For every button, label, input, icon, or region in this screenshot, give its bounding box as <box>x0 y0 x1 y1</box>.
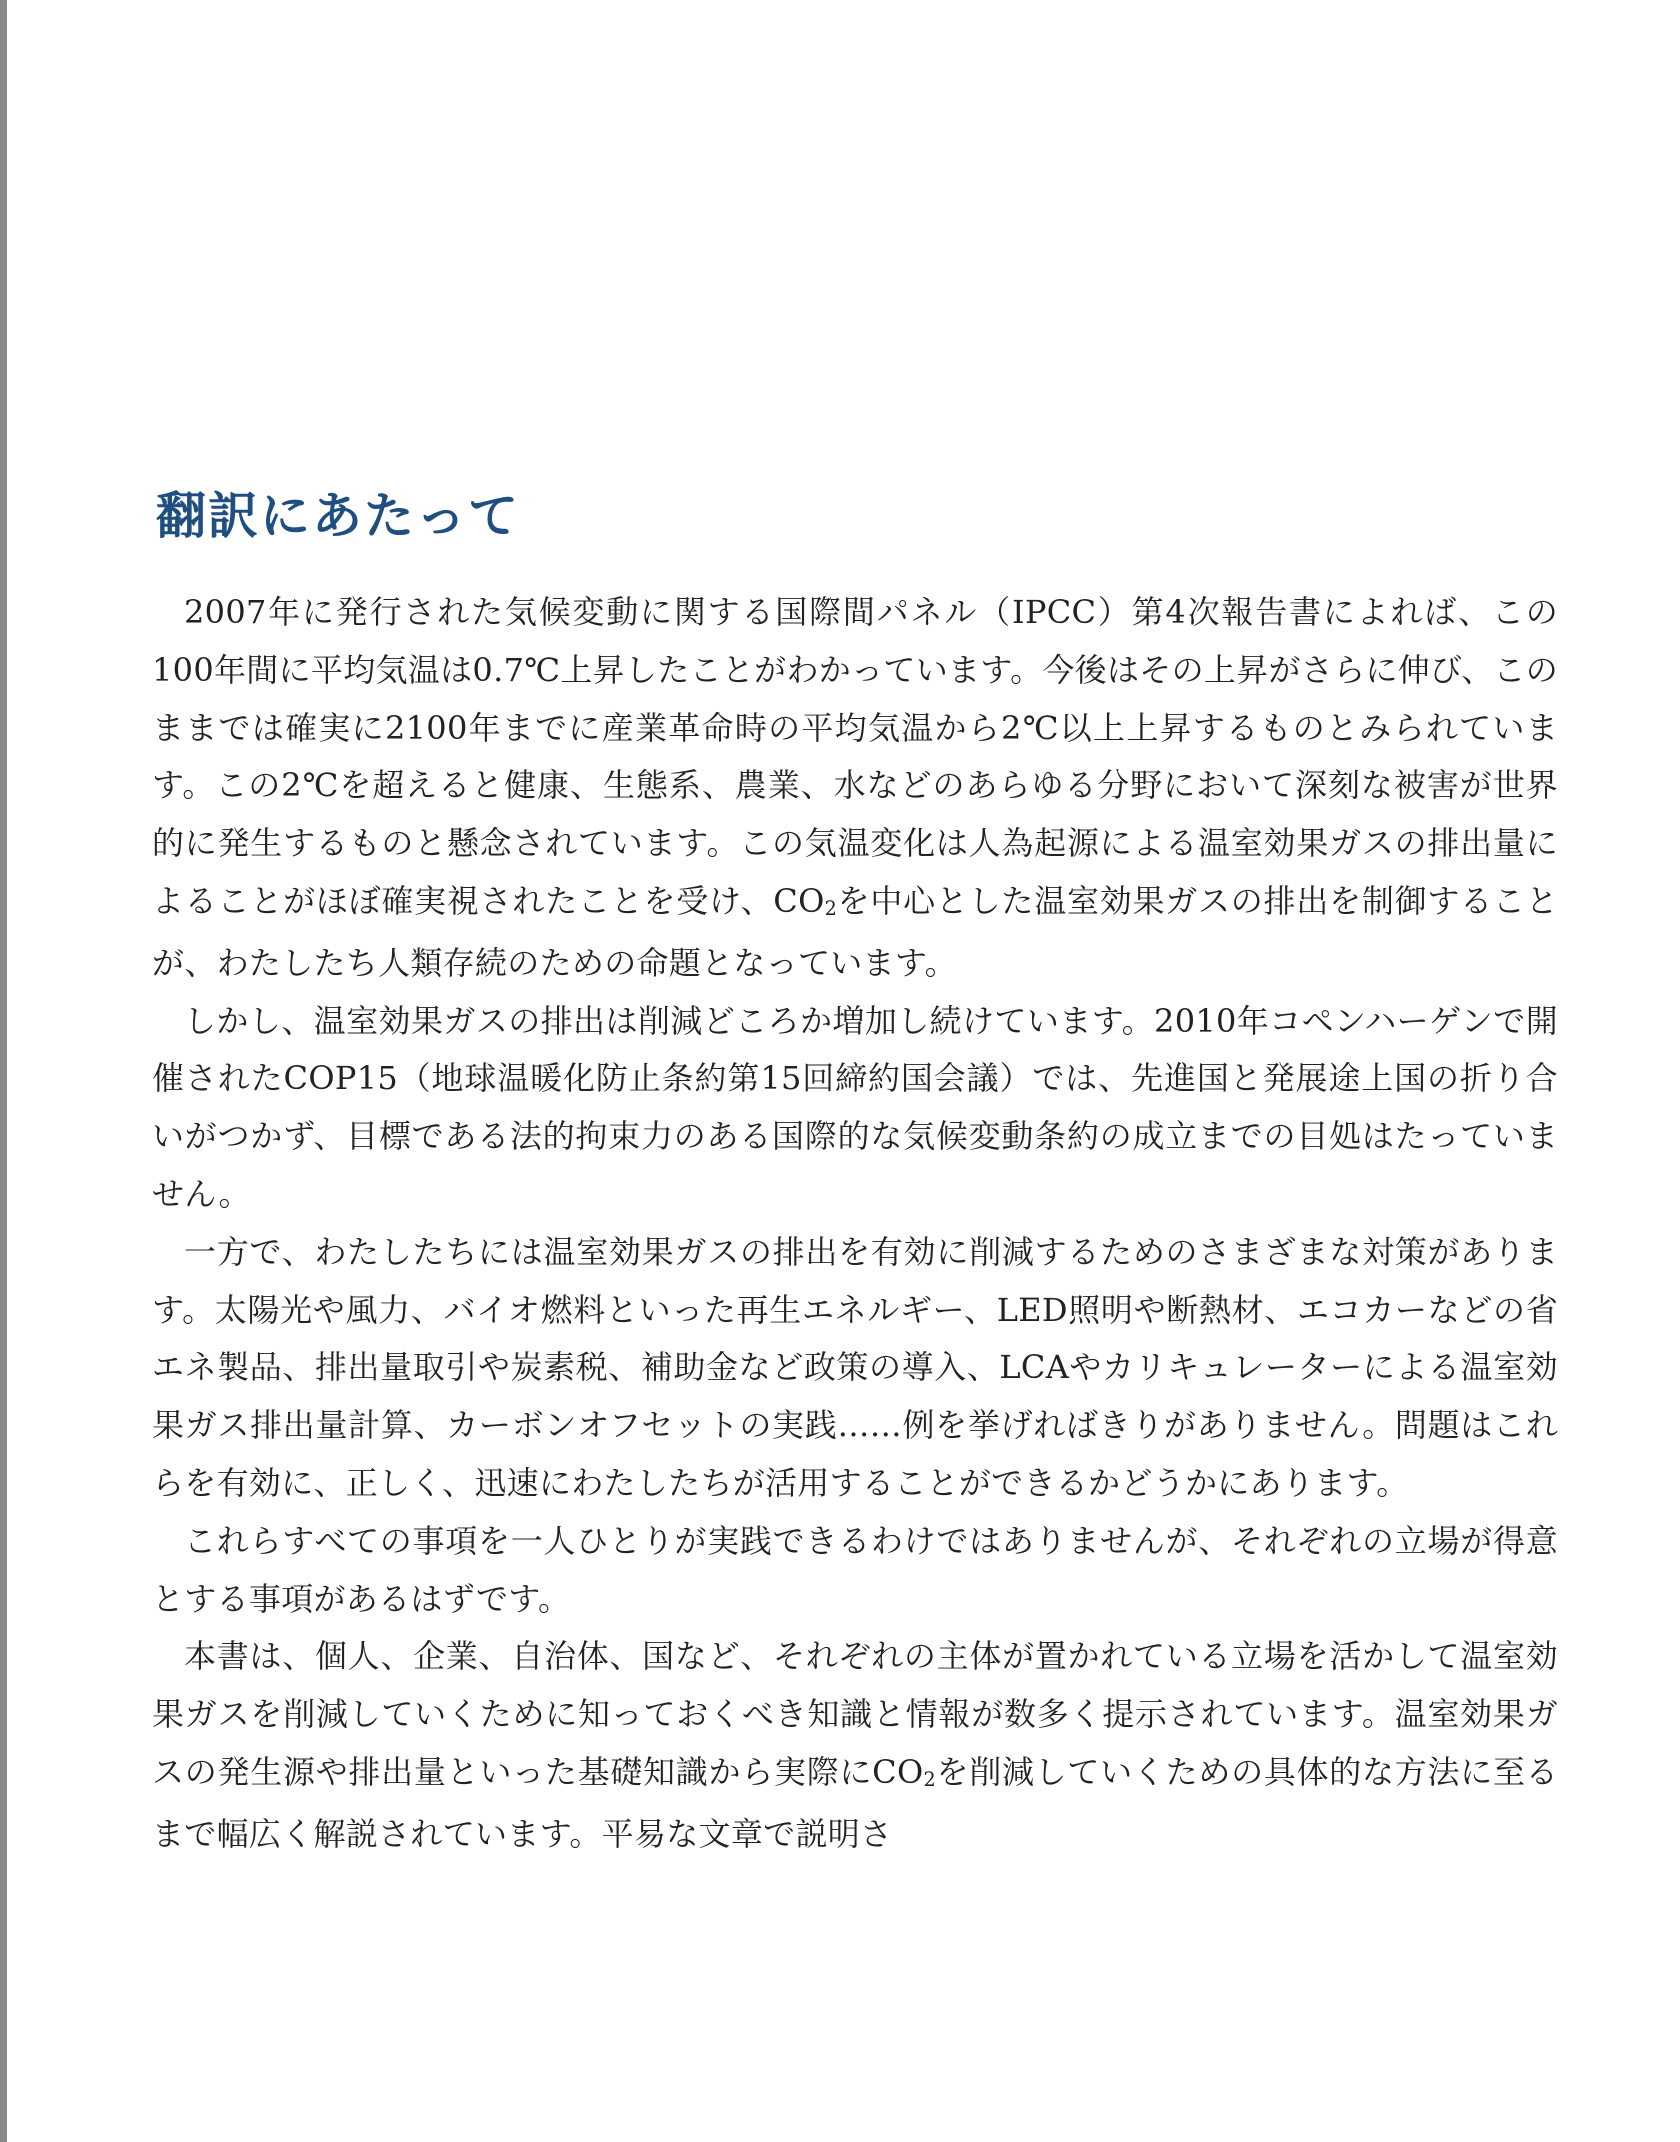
paragraph-4: これらすべての事項を一人ひとりが実践できるわけではありませんが、それぞれの立場が得意とする事項があるはずです。 <box>152 1521 1558 1618</box>
paragraph-5-text-a: 本書は、個人、企業、自治体、国など、それぞれの主体が置かれている立場を活かして温室効果ガスを削減していくために知っておくべき知識と情報が数多く提示されています。温室効果ガスの発生源や排出量といった基礎知識から実際にCO <box>152 1637 1558 1791</box>
paragraph-1-text-b: を中心とした温室効果ガスの排出を制御することが、わたしたち人類存続のための命題となっています。 <box>152 881 1558 982</box>
paragraph-5-text-b: を削減していくための具体的な方法に至るまで幅広く解説されています。平易な文章で説明さ <box>152 1752 1559 1853</box>
body-text <box>152 584 1558 1864</box>
paragraph-2: しかし、温室効果ガスの排出は削減どころか増加し続けています。2010年コペンハーゲンで開催されたCOP15（地球温暖化防止条約第15回締約国会議）では、先進国と発展途上国の折り合いがつかず、目標である法的拘束力のある国際的な気候変動条約の成立までの目処はたっていません。 <box>152 1001 1558 1213</box>
document-page <box>152 0 1558 2142</box>
co2-subscript: 2 <box>923 1767 937 1791</box>
paragraph-5 <box>152 1628 1558 1863</box>
section-heading: 翻訳にあたって <box>156 487 520 545</box>
paragraph-1 <box>152 584 1558 993</box>
paragraph-1-text-a: 2007年に発行された気候変動に関する国際間パネル（IPCC）第4次報告書によれば、この100年間に平均気温は0.7℃上昇したことがわかっています。今後はその上昇がさらに伸び、このままでは確実に2100年までに産業革命時の平均気温から2℃以上上昇するものとみられています。この2℃を超えると健康、生態系、農業、水などのあらゆる分野において深刻な被害が世界的に発生するものと懸念されています。この気温変化は人為起源による温室効果ガスの排出量によることがほぼ確実視されたことを受け、CO <box>152 593 1558 920</box>
co2-subscript: 2 <box>824 896 838 920</box>
paragraph-3: 一方で、わたしたちには温室効果ガスの排出を有効に削減するためのさまざまな対策があります。太陽光や風力、バイオ燃料といった再生エネルギー、LED照明や断熱材、エコカーなどの省エネ製品、排出量取引や炭素税、補助金など政策の導入、LCAやカリキュレーターによる温室効果ガス排出量計算、カーボンオフセットの実践……例を挙げればきりがありません。問題はこれらを有効に、正しく、迅速にわたしたちが活用することができるかどうかにあります。 <box>152 1232 1558 1502</box>
page-edge <box>0 0 7 2142</box>
